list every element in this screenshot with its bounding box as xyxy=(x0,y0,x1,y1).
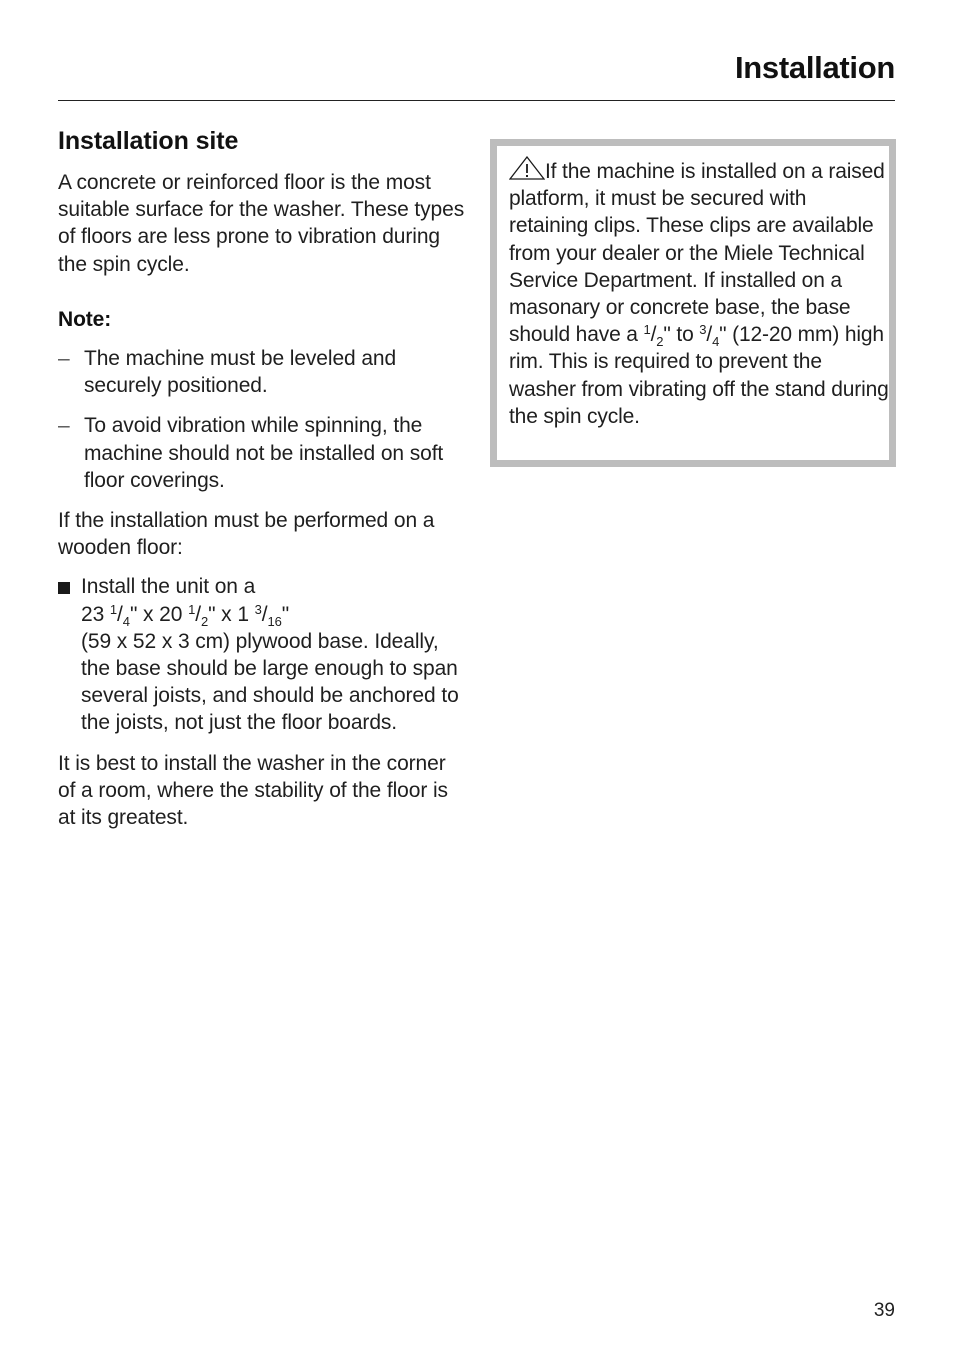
left-column xyxy=(58,125,468,831)
warning-text: If the machine is installed on a raised platform, it must be secured with retaining clips. These clips are available from your dealer or the Miele Technical Service Department. If installed on a masonary or concrete base, the base should have a $^1/_2$" to $^3/_4$" (12-20 mm) high rim. This is required to prevent the washer from vibrating off the stand during the spin cycle. xyxy=(509,156,889,430)
closing-paragraph: It is best to install the washer in the corner of a room, where the stability of the floor is at its greatest. xyxy=(58,751,448,830)
bullet-line-1: Install the unit on a xyxy=(81,575,256,599)
page-number: 39 xyxy=(873,1300,895,1321)
bullet-rest: (59 x 52 x 3 cm) plywood base. Ideally, the base should be large enough to span several joists, and should be anchored to the joists, not just the floor boards. xyxy=(81,629,459,735)
dash-marker: – xyxy=(58,347,70,371)
dash-marker: – xyxy=(58,414,70,438)
plywood-dimensions: 23 $^1/_4$" x 20 $^1/_2$" x 1 $^3/_{16}$" xyxy=(81,601,290,629)
wooden-floor-intro: If the installation must be performed on a wooden floor: xyxy=(58,509,435,560)
page-header-title: Installation xyxy=(734,50,895,85)
note-list-item xyxy=(58,412,468,494)
note-heading: Note: xyxy=(58,307,112,331)
warning-box xyxy=(490,139,896,467)
section-title: Installation site xyxy=(58,127,239,155)
note-list-item xyxy=(58,345,468,399)
header-divider xyxy=(58,100,895,101)
warning-triangle-icon xyxy=(509,156,545,180)
note-item-text: The machine must be leveled and securely positioned. xyxy=(84,347,397,398)
bullet-text xyxy=(81,573,468,736)
intro-paragraph: A concrete or reinforced floor is the most suitable surface for the washer. These types of floors are less prone to vibration during the spin cycle. xyxy=(58,171,465,276)
bullet-list-item xyxy=(58,573,468,736)
square-bullet-icon xyxy=(58,582,70,594)
bullet-marker xyxy=(58,573,81,736)
note-item-text: To avoid vibration while spinning, the machine should not be installed on soft floor coverings. xyxy=(84,414,444,492)
